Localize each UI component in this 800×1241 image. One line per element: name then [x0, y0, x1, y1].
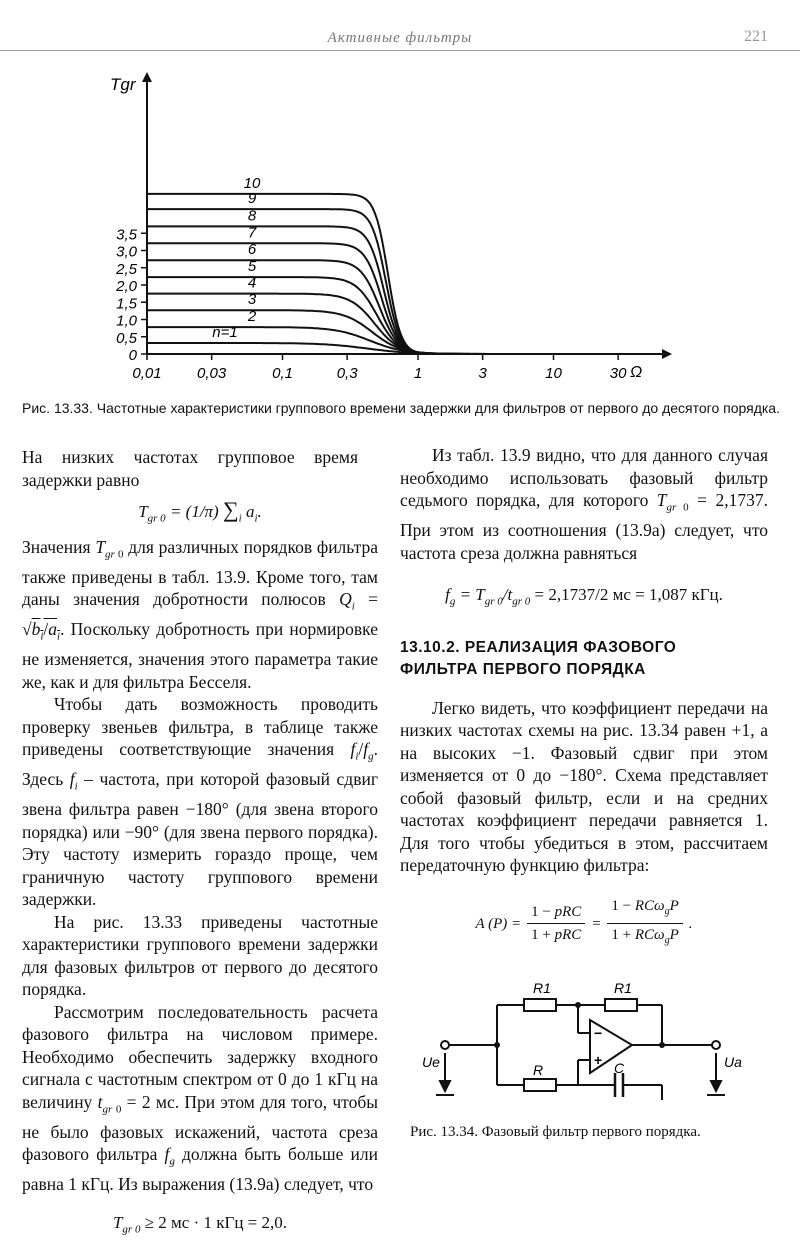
paragraph: Значения $T_{gr 0}$ для различных порядков фильтра также приведены в табл. 13.9. Кроме того, там даны значения добротности полюсов $Q_i = √b_i/a_i$. Поскольку добротность при нормировке не изменяется, значения этого параметра такие же, как и для фильтра Бесселя.	[22, 536, 378, 692]
paragraph: Из табл. 13.9 видно, что для данного случая необходимо использовать фазовый фильтр седьмого порядка, для которого $T_{gr 0} = 2,1737$. При этом из соотношения (13.9а) следует, что частота среза должна равняться	[400, 445, 768, 563]
formula-fg: $f_g = T_{gr 0}/t_{gr 0} = 2,1737/2$ мс = 1,087 кГц.	[445, 585, 723, 608]
y-tick-label: 1,5	[116, 295, 137, 313]
label-c: C	[614, 1060, 625, 1076]
x-tick-label: 0,03	[197, 365, 227, 382]
label-plus: +	[594, 1052, 603, 1068]
label-r: R	[533, 1062, 544, 1078]
formula-tgr0-inequality: $T_{gr 0} \ge 2$ мс · 1 кГц = 2,0.	[112, 1212, 288, 1236]
chart-axes	[142, 72, 672, 359]
right-column	[400, 444, 768, 953]
group-delay-chart	[0, 60, 800, 390]
y-tick-label: 3,5	[116, 226, 137, 244]
section-heading: 13.10.2. РЕАЛИЗАЦИЯ ФАЗОВОГО ФИЛЬТРА ПЕРВОГО ПОРЯДКА	[400, 638, 677, 678]
label-ue: Ue	[422, 1054, 440, 1070]
running-header: Активные фильтры	[327, 30, 473, 46]
arrowhead-icon	[711, 1081, 721, 1091]
y-tick-label: 2,0	[116, 278, 137, 295]
label-ua: Ua	[724, 1054, 742, 1070]
curve-label-10: 10	[243, 174, 261, 192]
figure-13-33-caption: Рис. 13.33. Частотные характеристики группового времени задержки для фильтров от первого до десятого порядка.	[22, 400, 780, 416]
curve-label-1: n=1	[212, 323, 238, 341]
junction-dot	[494, 1042, 500, 1048]
x-tick-label: 0,1	[272, 365, 293, 382]
curve-label-8: 8	[247, 207, 257, 225]
y-tick-label: 0	[128, 347, 137, 364]
r1-feedback-resistor-icon	[605, 999, 637, 1011]
x-axis-arrow-icon	[662, 349, 672, 359]
page-number: 221	[744, 28, 768, 45]
junction-dot	[659, 1042, 665, 1048]
curve-label-9: 9	[247, 190, 257, 208]
label-minus: −	[594, 1025, 603, 1041]
x-tick-label: 0,01	[132, 365, 162, 382]
x-tick-label: 10	[545, 365, 562, 382]
paragraph: На рис. 13.33 приведены частотные характеристики группового времени задержки для фазовых фильтров от первого до десятого порядка.	[22, 911, 378, 1000]
paragraph: На низких частотах групповое время задержки равно	[22, 447, 358, 490]
curve-label-3: 3	[247, 291, 257, 309]
y-axis-arrow-icon	[142, 72, 152, 82]
x-tick-label: 0,3	[336, 365, 358, 382]
x-tick-label: 3	[478, 365, 487, 382]
paragraph: Чтобы дать возможность проводить проверку звеньев фильтра, в таблице также приведены соответствующие значения $f_i/f_g$. Здесь $f_i$ – частота, при которой фазовый сдвиг звена фильтра равен −180° (для звена второго порядка) или −90° (для звена первого порядка). Эту частоту измерить гораздо проще, чем граничную частоту группового времени задержки.	[22, 694, 379, 910]
paragraph: Легко видеть, что коэффициент передачи на низких частотах схемы на рис. 13.34 равен +1, а на высоких −1. Фазовый сдвиг при этом изменяется от 0 до −180°. Схема представляет собой фазовый фильтр, если и на средних частотах коэффициент передачи равняется 1. Для того чтобы убедиться в этом, рассчитаем передаточную функцию фильтра:	[400, 697, 768, 876]
formula-transfer: A (P) = 1 − pRC 1 + pRC = 1 − RCω$_g$P 1 + RCω$_g$P .	[400, 895, 768, 953]
curve-label-6: 6	[247, 241, 257, 259]
y-tick-label: 0,5	[116, 329, 137, 347]
x-tick-label: 30	[609, 365, 627, 382]
label-r1-input: R1	[533, 980, 551, 996]
schematic-wires	[445, 1005, 716, 1085]
curve-label-5: 5	[247, 258, 257, 276]
r-resistor-icon	[524, 1079, 556, 1091]
junction-dot	[575, 1002, 581, 1008]
left-column	[22, 446, 378, 1241]
x-tick-label: 1	[413, 365, 423, 382]
curve-label-2: 2	[247, 308, 257, 326]
arrowhead-icon	[440, 1081, 450, 1091]
header-rule	[0, 50, 800, 51]
y-tick-label: 3,0	[116, 243, 137, 261]
output-terminal-icon	[712, 1041, 720, 1049]
label-r1-feedback: R1	[614, 980, 632, 996]
phase-filter-schematic	[400, 975, 770, 1115]
formula-tgr0: $T_{gr 0} = (1/\pi)$ $\sum_i$ $a_i$.	[138, 497, 262, 525]
y-tick-label: 1,0	[116, 312, 137, 330]
figure-13-34-caption: Рис. 13.34. Фазовый фильтр первого порядка.	[410, 1124, 701, 1140]
x-axis-label: Ω	[630, 364, 643, 381]
r1-input-resistor-icon	[524, 999, 556, 1011]
curve-label-7: 7	[247, 224, 257, 242]
input-terminal-icon	[441, 1041, 449, 1049]
paragraph: Рассмотрим последовательность расчета фазового фильтра на числовом примере. Необходимо обеспечить задержку входного сигнала с частотным спектром от 0 до 1 кГц на величину $t_{gr 0} = 2$ мс. При этом для того, чтобы не было фазовых искажений, частота среза фазового фильтра $f_g$ должна быть больше или равна 1 кГц. Из выражения (13.9а) следует, что	[22, 1001, 379, 1195]
y-axis-label: Tgr	[110, 75, 136, 94]
curve-label-4: 4	[247, 274, 257, 292]
y-tick-label: 2,5	[116, 260, 137, 278]
